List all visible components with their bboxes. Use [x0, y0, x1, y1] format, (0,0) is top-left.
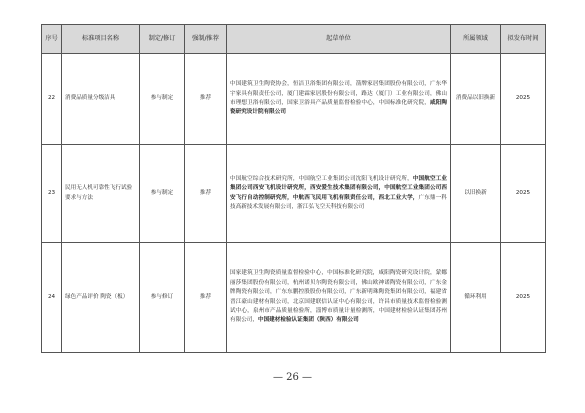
- header-standard-name: 标准项目名称: [62, 25, 140, 54]
- standards-table: [41, 24, 546, 353]
- drafting-unit-text: 蒙娜丽莎集团股份有限公司，杭州诺贝尔陶瓷有限公司，佛山欧神诺陶瓷有限公司，广东金牌陶瓷有限公司，广东东鹏控股股份有限公司，广东新明珠陶瓷集团有限公司，福建省晋江豪山建材有限公司，北京国建联信认证中心有限公司，许昌市质量技术监督检验测试中心，泉州市产品质量检验所，淄博市质量计量检测所，中国建材检验认证集团苏州有限公司，: [230, 270, 447, 324]
- row-standard-name: 绿色产品评价 陶瓷（板）: [62, 243, 140, 353]
- drafting-unit-text: 中国航空综合技术研究所，中国航空工业集团公司沈阳飞机设计研究所，: [230, 175, 413, 182]
- row-mandatory: 推荐: [185, 54, 227, 145]
- header-formulate-revise: 制定/修订: [140, 25, 185, 54]
- header-mandatory-recommended: 强制/推荐: [185, 25, 227, 54]
- row-field: 消费品以旧换新: [451, 54, 501, 145]
- drafting-unit-text-bold: 中国建材检验认证集团（陕西）有限公司: [257, 317, 359, 324]
- row-mandatory: 推荐: [185, 243, 227, 353]
- drafting-unit-text: 广东鼎一科技高新技术发展有限公司，浙江弘飞空天科技有限公司: [230, 194, 447, 210]
- row-drafting-units: [227, 54, 451, 145]
- row-field: 循环利用: [451, 243, 501, 353]
- drafting-unit-text: 国家建筑卫生陶瓷质量监督检验中心，中国标准化研究院，: [230, 270, 379, 277]
- header-index: 序号: [42, 25, 62, 54]
- row-index: 23: [42, 145, 62, 243]
- row-index: 22: [42, 54, 62, 145]
- drafting-unit-text-bold: 咸阳陶瓷研究设计院有限公司: [230, 100, 447, 116]
- row-year: 2025: [501, 54, 546, 145]
- table-header-row: [42, 25, 546, 54]
- header-drafting-units: 起草单位: [227, 25, 451, 54]
- row-drafting-units: [227, 243, 451, 353]
- row-type: 参与修订: [140, 243, 185, 353]
- row-field: 以旧换新: [451, 145, 501, 243]
- drafting-unit-text: 中国建筑卫生陶瓷协会，恒洁卫浴集团有限公司，箭牌家居集团股份有限公司，广东华宇家具有限责任公司，厦门建霖家居股份有限公司，路达（厦门）工业有限公司，佛山市理想卫浴有限公司，国家卫浴具产品质量监督检验中心，中国标准化研究院，: [230, 81, 447, 106]
- header-field: 所属领域: [451, 25, 501, 54]
- row-drafting-units: [227, 145, 451, 243]
- row-year: 2025: [501, 243, 546, 353]
- drafting-unit-text: 咸阳陶瓷研究设计院，: [378, 270, 436, 277]
- row-index: 24: [42, 243, 62, 353]
- drafting-unit-text-bold: 中国航空工业集团公司西安飞机设计研究所，西安爱生技术集团有限公司，中国航空工业集团公司西安飞行自动控制研究所，中航西飞民用飞机有限责任公司，西北工业大学，: [230, 175, 447, 201]
- row-type: 参与制定: [140, 54, 185, 145]
- row-standard-name: 民用无人机可靠性飞行试验要求与方法: [62, 145, 140, 243]
- row-mandatory: 推荐: [185, 145, 227, 243]
- table-row: [42, 243, 546, 353]
- row-year: 2025: [501, 145, 546, 243]
- table-row: [42, 145, 546, 243]
- row-standard-name: 消费品质量分级洁具: [62, 54, 140, 145]
- page-number: — 26 —: [272, 372, 313, 383]
- header-release-time: 拟发布时间: [501, 25, 546, 54]
- table-row: [42, 54, 546, 145]
- row-type: 参与制定: [140, 145, 185, 243]
